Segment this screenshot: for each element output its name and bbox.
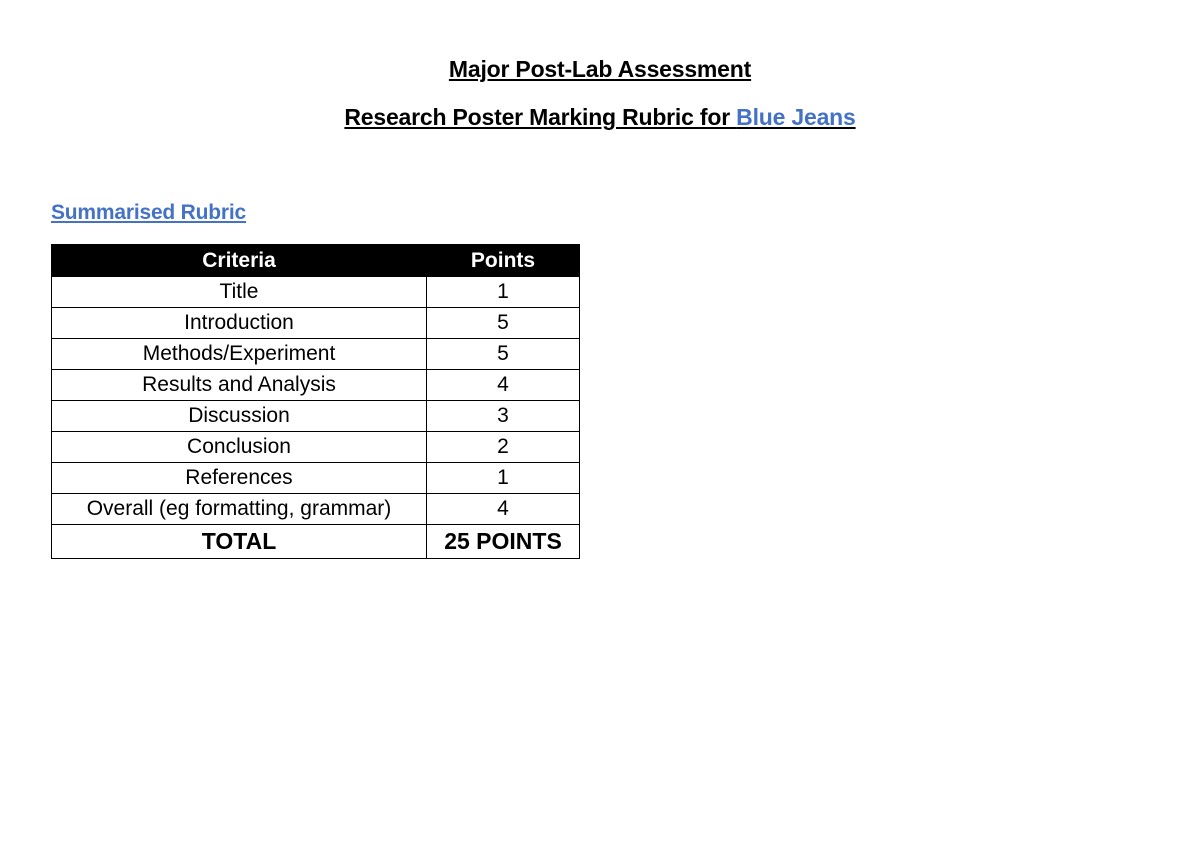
- subtitle-subject: Blue Jeans: [736, 104, 856, 130]
- table-row: [52, 432, 580, 463]
- criteria-cell: Discussion: [52, 401, 427, 432]
- criteria-cell: Title: [52, 277, 427, 308]
- points-cell: 3: [427, 401, 580, 432]
- criteria-cell: References: [52, 463, 427, 494]
- points-cell: 1: [427, 463, 580, 494]
- column-header-points: Points: [427, 245, 580, 277]
- column-header-criteria: Criteria: [52, 245, 427, 277]
- rubric-table: [51, 244, 580, 559]
- total-label: TOTAL: [52, 525, 427, 559]
- points-cell: 4: [427, 494, 580, 525]
- table-row: [52, 339, 580, 370]
- points-cell: 1: [427, 277, 580, 308]
- criteria-cell: Methods/Experiment: [52, 339, 427, 370]
- criteria-cell: Overall (eg formatting, grammar): [52, 494, 427, 525]
- table-row: [52, 308, 580, 339]
- criteria-cell: Introduction: [52, 308, 427, 339]
- points-cell: 5: [427, 308, 580, 339]
- criteria-cell: Conclusion: [52, 432, 427, 463]
- table-header-row: [52, 245, 580, 277]
- total-row: [52, 525, 580, 559]
- table-row: [52, 494, 580, 525]
- document-subtitle: [0, 104, 1200, 131]
- table-row: [52, 463, 580, 494]
- points-cell: 2: [427, 432, 580, 463]
- table-row: [52, 277, 580, 308]
- title-text: Major Post-Lab Assessment: [448, 56, 752, 82]
- points-cell: 5: [427, 339, 580, 370]
- table-row: [52, 370, 580, 401]
- section-heading: Summarised Rubric: [51, 201, 246, 224]
- table-row: [52, 401, 580, 432]
- document-title: [0, 56, 1200, 83]
- points-cell: 4: [427, 370, 580, 401]
- subtitle-prefix: Research Poster Marking Rubric for: [344, 104, 737, 130]
- total-value: 25 POINTS: [427, 525, 580, 559]
- criteria-cell: Results and Analysis: [52, 370, 427, 401]
